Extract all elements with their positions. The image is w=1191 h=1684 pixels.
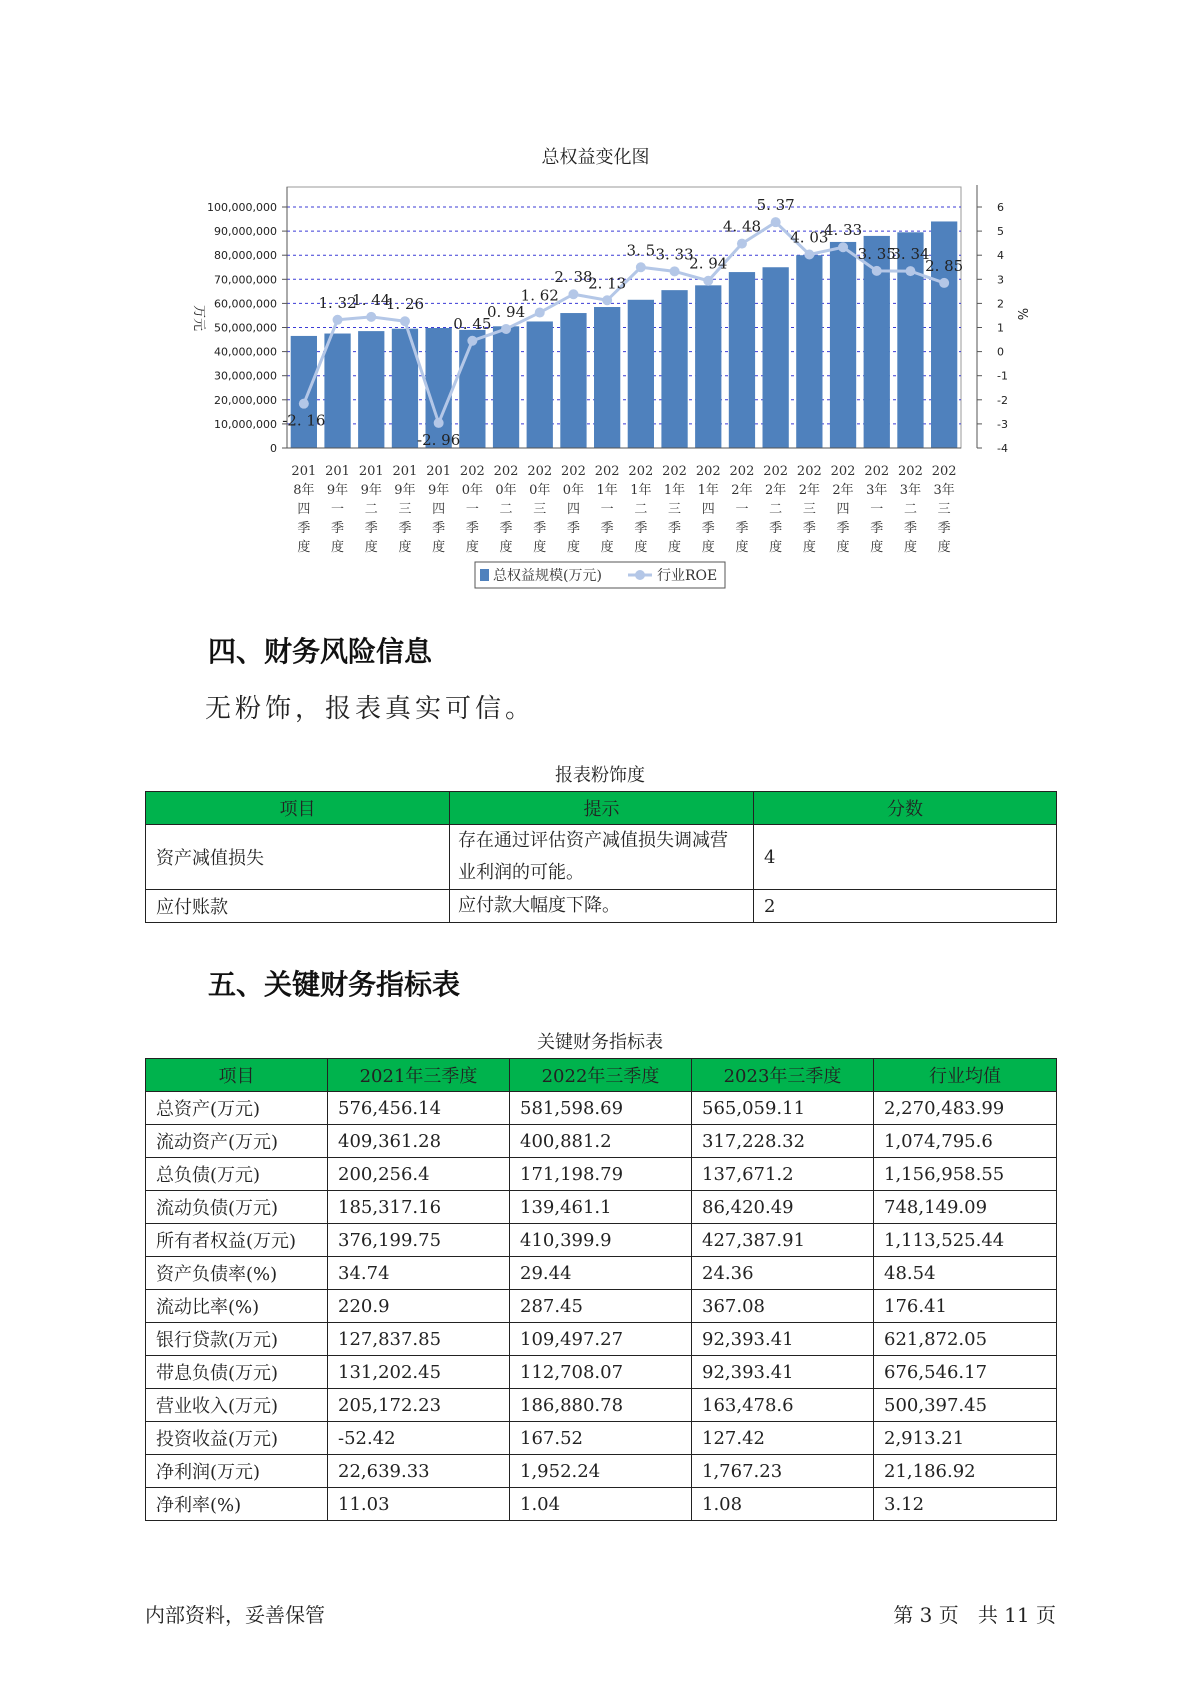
kpi-value: 21,186.92 xyxy=(874,1455,1057,1488)
x-tick-label: 1年 xyxy=(630,483,652,498)
x-tick-label: 202 xyxy=(561,464,586,479)
x-tick-label: 度 xyxy=(634,540,648,555)
kpi-value: 565,059.11 xyxy=(692,1092,874,1125)
x-tick-label: 0年 xyxy=(529,483,551,498)
risk-table-header xyxy=(146,792,1057,825)
x-tick-label: 季 xyxy=(331,521,345,536)
kpi-table xyxy=(145,1058,1057,1521)
table-row xyxy=(146,1092,1057,1125)
bar xyxy=(493,326,519,448)
roe-point xyxy=(771,217,781,227)
x-tick-label: 一 xyxy=(735,502,749,517)
kpi-value: 676,546.17 xyxy=(874,1356,1057,1389)
kpi-value: 1,113,525.44 xyxy=(874,1224,1057,1257)
bar xyxy=(560,313,586,448)
table-row xyxy=(146,1422,1057,1455)
kpi-item: 营业收入(万元) xyxy=(146,1389,328,1422)
kpi-value: 2,913.21 xyxy=(874,1422,1057,1455)
legend-line-marker xyxy=(635,570,645,580)
risk-hint: 应付款大幅度下降。 xyxy=(450,890,754,923)
x-tick-label: 201 xyxy=(426,464,452,479)
roe-data-label: -2. 16 xyxy=(282,411,326,430)
x-tick-label: 季 xyxy=(735,521,749,536)
roe-point xyxy=(636,262,646,272)
kpi-value: 3.12 xyxy=(874,1488,1057,1521)
footer-confidential: 内部资料，妥善保管 xyxy=(145,1603,325,1627)
kpi-item: 总负债(万元) xyxy=(146,1158,328,1191)
roe-data-label: 5. 37 xyxy=(756,196,795,215)
y2-tick-label: -3 xyxy=(997,417,1008,431)
kpi-value: 1,156,958.55 xyxy=(874,1158,1057,1191)
kpi-item: 银行贷款(万元) xyxy=(146,1323,328,1356)
x-tick-label: 202 xyxy=(459,464,485,479)
kpi-value: 1,074,795.6 xyxy=(874,1125,1057,1158)
kpi-item: 净利润(万元) xyxy=(146,1455,328,1488)
section-5-heading: 五、关键财务指标表 xyxy=(208,968,461,1001)
roe-data-label: 2. 85 xyxy=(925,256,964,275)
x-tick-label: 0年 xyxy=(461,483,483,498)
kpi-value: -52.42 xyxy=(328,1422,510,1455)
kpi-value: 29.44 xyxy=(510,1257,692,1290)
kpi-value: 171,198.79 xyxy=(510,1158,692,1191)
kpi-value: 500,397.45 xyxy=(874,1389,1057,1422)
bar xyxy=(661,290,687,448)
kpi-value: 176.41 xyxy=(874,1290,1057,1323)
roe-point xyxy=(400,316,410,326)
bar xyxy=(594,307,620,448)
x-tick-label: 9年 xyxy=(394,483,416,498)
kpi-value: 167.52 xyxy=(510,1422,692,1455)
kpi-value: 109,497.27 xyxy=(510,1323,692,1356)
roe-point xyxy=(838,242,848,252)
roe-point xyxy=(501,324,511,334)
kpi-table-header xyxy=(146,1059,1057,1092)
x-tick-label: 202 xyxy=(830,464,856,479)
roe-data-label: 1. 44 xyxy=(352,290,391,309)
x-tick-label: 三 xyxy=(668,502,682,517)
x-tick-label: 度 xyxy=(331,540,345,555)
x-tick-label: 三 xyxy=(398,502,412,517)
roe-data-label: 4. 48 xyxy=(722,217,762,236)
x-tick-label: 季 xyxy=(668,521,682,536)
x-tick-label: 0年 xyxy=(495,483,517,498)
x-tick-label: 度 xyxy=(668,540,682,555)
roe-point xyxy=(872,266,882,276)
kpi-value: 2,270,483.99 xyxy=(874,1092,1057,1125)
x-tick-label: 季 xyxy=(903,521,917,536)
x-tick-label: 季 xyxy=(769,521,783,536)
roe-data-label: 2. 94 xyxy=(689,254,728,273)
header-cell: 项目 xyxy=(146,1059,328,1092)
section-4-heading: 四、财务风险信息 xyxy=(208,635,433,668)
roe-data-label: 3. 34 xyxy=(891,245,930,264)
x-tick-label: 2年 xyxy=(765,483,787,498)
bar xyxy=(729,272,755,448)
kpi-value: 92,393.41 xyxy=(692,1323,874,1356)
kpi-value: 287.45 xyxy=(510,1290,692,1323)
x-tick-label: 一 xyxy=(600,502,614,517)
roe-point xyxy=(467,336,477,346)
kpi-item: 资产负债率(%) xyxy=(146,1257,328,1290)
roe-point xyxy=(737,239,747,249)
table-row xyxy=(146,1290,1057,1323)
x-tick-label: 201 xyxy=(325,464,350,479)
risk-table-caption: 报表粉饰度 xyxy=(555,765,645,786)
x-tick-label: 季 xyxy=(364,521,378,536)
header-cell: 分数 xyxy=(754,792,1057,825)
x-tick-label: 季 xyxy=(533,521,547,536)
bar xyxy=(527,321,553,448)
x-tick-label: 度 xyxy=(701,540,715,555)
x-tick-label: 季 xyxy=(870,521,884,536)
y-tick-label: 70,000,000 xyxy=(214,273,277,287)
kpi-value: 581,598.69 xyxy=(510,1092,692,1125)
x-tick-label: 一 xyxy=(870,502,884,517)
roe-data-label: 1. 26 xyxy=(385,295,425,314)
bar xyxy=(931,221,957,448)
x-tick-label: 季 xyxy=(701,521,715,536)
x-tick-label: 202 xyxy=(931,464,957,479)
roe-data-label: 2. 13 xyxy=(588,274,627,293)
table-row xyxy=(146,1455,1057,1488)
table-row xyxy=(146,1389,1057,1422)
roe-data-label: 4. 33 xyxy=(823,221,863,240)
y-tick-label: 50,000,000 xyxy=(214,321,277,335)
kpi-value: 400,881.2 xyxy=(510,1125,692,1158)
x-tick-label: 度 xyxy=(802,540,816,555)
y2-tick-label: -2 xyxy=(997,393,1008,407)
y-tick-label: 60,000,000 xyxy=(214,297,277,311)
kpi-value: 205,172.23 xyxy=(328,1389,510,1422)
risk-item: 应付账款 xyxy=(146,890,450,923)
x-tick-label: 季 xyxy=(297,521,311,536)
x-tick-label: 1年 xyxy=(663,483,686,498)
y-tick-label: 30,000,000 xyxy=(214,369,277,383)
roe-point xyxy=(804,249,814,259)
kpi-value: 1.08 xyxy=(692,1488,874,1521)
x-tick-label: 季 xyxy=(499,521,513,536)
x-tick-label: 季 xyxy=(398,521,412,536)
x-tick-label: 202 xyxy=(864,464,890,479)
legend-line-label: 行业ROE xyxy=(657,568,718,584)
risk-item: 资产减值损失 xyxy=(146,825,450,890)
x-tick-label: 季 xyxy=(600,521,614,536)
x-tick-label: 202 xyxy=(628,464,654,479)
x-tick-label: 季 xyxy=(937,521,951,536)
equity-chart xyxy=(0,0,1191,600)
bar xyxy=(897,232,923,448)
header-cell: 2022年三季度 xyxy=(510,1059,692,1092)
legend-bar-label: 总权益规模(万元) xyxy=(493,568,602,584)
header-cell: 项目 xyxy=(146,792,450,825)
y2-axis-label: % xyxy=(1014,307,1029,321)
x-tick-label: 202 xyxy=(898,464,923,479)
x-tick-label: 二 xyxy=(769,502,783,517)
x-tick-label: 一 xyxy=(331,502,345,517)
kpi-value: 317,228.32 xyxy=(692,1125,874,1158)
x-tick-label: 一 xyxy=(465,502,479,517)
x-tick-label: 四 xyxy=(566,502,580,517)
y2-tick-label: 5 xyxy=(997,225,1004,239)
roe-data-label: 1. 62 xyxy=(520,286,559,305)
table-row xyxy=(146,1356,1057,1389)
x-tick-label: 度 xyxy=(937,540,951,555)
table-row xyxy=(146,1257,1057,1290)
kpi-value: 1,952.24 xyxy=(510,1455,692,1488)
table-row xyxy=(146,890,1057,923)
kpi-value: 127.42 xyxy=(692,1422,874,1455)
y2-tick-label: 1 xyxy=(997,321,1004,335)
x-tick-label: 度 xyxy=(836,540,850,555)
x-tick-label: 2年 xyxy=(731,483,753,498)
legend-bar-swatch xyxy=(480,569,489,581)
x-tick-label: 2年 xyxy=(798,483,820,498)
roe-data-label: 1. 32 xyxy=(318,293,357,312)
kpi-value: 24.36 xyxy=(692,1257,874,1290)
roe-data-label: 2. 38 xyxy=(554,268,593,287)
y2-tick-label: -1 xyxy=(997,369,1008,383)
x-tick-label: 二 xyxy=(903,502,917,517)
x-tick-label: 3年 xyxy=(866,483,888,498)
x-tick-label: 202 xyxy=(493,464,519,479)
bar xyxy=(628,300,654,448)
roe-point xyxy=(703,276,713,286)
y-tick-label: 10,000,000 xyxy=(214,417,277,431)
x-tick-label: 四 xyxy=(701,502,715,517)
risk-score: 4 xyxy=(754,825,1057,890)
kpi-value: 112,708.07 xyxy=(510,1356,692,1389)
kpi-item: 净利率(%) xyxy=(146,1488,328,1521)
kpi-item: 带息负债(万元) xyxy=(146,1356,328,1389)
kpi-value: 367.08 xyxy=(692,1290,874,1323)
x-tick-label: 度 xyxy=(600,540,614,555)
header-cell: 行业均值 xyxy=(874,1059,1057,1092)
kpi-value: 131,202.45 xyxy=(328,1356,510,1389)
kpi-value: 220.9 xyxy=(328,1290,510,1323)
x-tick-label: 202 xyxy=(594,464,620,479)
kpi-item: 流动负债(万元) xyxy=(146,1191,328,1224)
roe-data-label: 0. 94 xyxy=(486,302,526,321)
kpi-value: 22,639.33 xyxy=(328,1455,510,1488)
kpi-value: 163,478.6 xyxy=(692,1389,874,1422)
kpi-value: 376,199.75 xyxy=(328,1224,510,1257)
kpi-item: 总资产(万元) xyxy=(146,1092,328,1125)
kpi-item: 投资收益(万元) xyxy=(146,1422,328,1455)
x-tick-label: 1年 xyxy=(697,483,719,498)
x-tick-label: 度 xyxy=(432,540,446,555)
x-tick-label: 3年 xyxy=(899,483,922,498)
kpi-value: 621,872.05 xyxy=(874,1323,1057,1356)
x-tick-label: 201 xyxy=(392,464,418,479)
table-row xyxy=(146,825,1057,890)
header-cell: 2023年三季度 xyxy=(692,1059,874,1092)
table-row xyxy=(146,1191,1057,1224)
x-tick-label: 二 xyxy=(364,502,378,517)
y2-tick-label: 2 xyxy=(997,297,1004,311)
x-tick-label: 8年 xyxy=(293,483,315,498)
section-4-text: 无粉饰，报表真实可信。 xyxy=(205,694,536,724)
x-tick-label: 202 xyxy=(796,464,822,479)
kpi-value: 1.04 xyxy=(510,1488,692,1521)
roe-point xyxy=(568,289,578,299)
x-tick-label: 四 xyxy=(836,502,850,517)
x-tick-label: 度 xyxy=(398,540,412,555)
bar xyxy=(796,255,822,448)
bar xyxy=(830,242,856,448)
x-tick-label: 度 xyxy=(364,540,378,555)
x-tick-label: 度 xyxy=(297,540,311,555)
bar xyxy=(324,334,350,448)
kpi-value: 86,420.49 xyxy=(692,1191,874,1224)
x-tick-label: 季 xyxy=(566,521,580,536)
roe-point xyxy=(366,312,376,322)
bar xyxy=(291,336,317,448)
x-tick-label: 度 xyxy=(769,540,783,555)
kpi-value: 48.54 xyxy=(874,1257,1057,1290)
bar xyxy=(763,267,789,448)
kpi-value: 748,149.09 xyxy=(874,1191,1057,1224)
bar xyxy=(695,285,721,448)
x-tick-label: 1年 xyxy=(596,483,618,498)
x-tick-label: 度 xyxy=(533,540,547,555)
x-tick-label: 9年 xyxy=(360,483,382,498)
kpi-value: 409,361.28 xyxy=(328,1125,510,1158)
risk-score: 2 xyxy=(754,890,1057,923)
kpi-value: 127,837.85 xyxy=(328,1323,510,1356)
kpi-table-caption: 关键财务指标表 xyxy=(537,1032,663,1053)
footer-page-number: 第 3 页 共 11 页 xyxy=(893,1603,1056,1627)
table-row xyxy=(146,1488,1057,1521)
roe-point xyxy=(535,308,545,318)
kpi-value: 186,880.78 xyxy=(510,1389,692,1422)
x-tick-label: 202 xyxy=(662,464,687,479)
kpi-value: 139,461.1 xyxy=(510,1191,692,1224)
roe-data-label: 0. 45 xyxy=(453,314,492,333)
x-tick-label: 三 xyxy=(937,502,951,517)
x-tick-label: 202 xyxy=(729,464,755,479)
kpi-value: 1,767.23 xyxy=(692,1455,874,1488)
y-tick-label: 40,000,000 xyxy=(214,345,277,359)
y-tick-label: 90,000,000 xyxy=(214,225,277,239)
kpi-value: 427,387.91 xyxy=(692,1224,874,1257)
x-tick-label: 季 xyxy=(465,521,479,536)
risk-table xyxy=(145,791,1057,923)
kpi-value: 137,671.2 xyxy=(692,1158,874,1191)
x-tick-label: 二 xyxy=(634,502,648,517)
x-tick-label: 度 xyxy=(870,540,884,555)
kpi-item: 流动资产(万元) xyxy=(146,1125,328,1158)
roe-point xyxy=(434,418,444,428)
table-row xyxy=(146,1323,1057,1356)
x-tick-label: 2年 xyxy=(832,483,854,498)
roe-point xyxy=(602,295,612,305)
y-tick-label: 100,000,000 xyxy=(207,201,277,214)
x-tick-label: 四 xyxy=(432,502,446,517)
x-tick-label: 202 xyxy=(763,464,789,479)
y2-tick-label: 6 xyxy=(997,201,1004,214)
roe-data-label: 3. 5 xyxy=(626,241,656,260)
x-tick-label: 度 xyxy=(735,540,749,555)
risk-hint: 存在通过评估资产减值损失调减营业利润的可能。 xyxy=(450,825,754,890)
x-tick-label: 度 xyxy=(566,540,580,555)
kpi-value: 185,317.16 xyxy=(328,1191,510,1224)
x-tick-label: 季 xyxy=(836,521,850,536)
kpi-value: 576,456.14 xyxy=(328,1092,510,1125)
x-tick-label: 3年 xyxy=(933,483,955,498)
header-cell: 2021年三季度 xyxy=(328,1059,510,1092)
bar xyxy=(358,331,384,448)
table-row xyxy=(146,1158,1057,1191)
x-tick-label: 9年 xyxy=(428,483,450,498)
x-tick-label: 度 xyxy=(465,540,479,555)
y-tick-label: 0 xyxy=(270,442,277,455)
y2-tick-label: 0 xyxy=(997,345,1004,359)
x-tick-label: 201 xyxy=(291,464,317,479)
y-axis-label: 万元 xyxy=(191,304,206,332)
y-tick-label: 80,000,000 xyxy=(214,249,277,263)
table-row xyxy=(146,1224,1057,1257)
chart-title: 总权益变化图 xyxy=(541,147,650,168)
kpi-value: 11.03 xyxy=(328,1488,510,1521)
roe-point xyxy=(670,266,680,276)
x-tick-label: 0年 xyxy=(562,483,585,498)
roe-point xyxy=(333,315,343,325)
roe-point xyxy=(939,278,949,288)
x-tick-label: 季 xyxy=(634,521,648,536)
x-tick-label: 季 xyxy=(802,521,816,536)
kpi-value: 92,393.41 xyxy=(692,1356,874,1389)
kpi-item: 所有者权益(万元) xyxy=(146,1224,328,1257)
x-tick-label: 201 xyxy=(358,464,384,479)
roe-data-label: -2. 96 xyxy=(417,430,461,449)
roe-point xyxy=(905,266,915,276)
roe-data-label: 3. 33 xyxy=(655,245,694,264)
table-row xyxy=(146,1125,1057,1158)
x-tick-label: 9年 xyxy=(326,483,349,498)
y2-tick-label: -4 xyxy=(997,442,1008,455)
x-tick-label: 度 xyxy=(499,540,513,555)
y2-tick-label: 4 xyxy=(997,249,1004,263)
roe-data-label: 4. 03 xyxy=(790,228,829,247)
x-tick-label: 二 xyxy=(499,502,513,517)
kpi-item: 流动比率(%) xyxy=(146,1290,328,1323)
x-tick-label: 202 xyxy=(527,464,553,479)
roe-data-label: 3. 35 xyxy=(857,244,896,263)
kpi-value: 410,399.9 xyxy=(510,1224,692,1257)
x-tick-label: 三 xyxy=(533,502,547,517)
header-cell: 提示 xyxy=(450,792,754,825)
x-tick-label: 季 xyxy=(432,521,446,536)
roe-point xyxy=(299,399,309,409)
kpi-value: 200,256.4 xyxy=(328,1158,510,1191)
bar xyxy=(459,330,485,448)
x-tick-label: 度 xyxy=(903,540,917,555)
y2-tick-label: 3 xyxy=(997,273,1004,287)
y-tick-label: 20,000,000 xyxy=(214,393,277,407)
x-tick-label: 202 xyxy=(695,464,721,479)
kpi-value: 34.74 xyxy=(328,1257,510,1290)
x-tick-label: 三 xyxy=(802,502,816,517)
x-tick-label: 四 xyxy=(297,502,311,517)
